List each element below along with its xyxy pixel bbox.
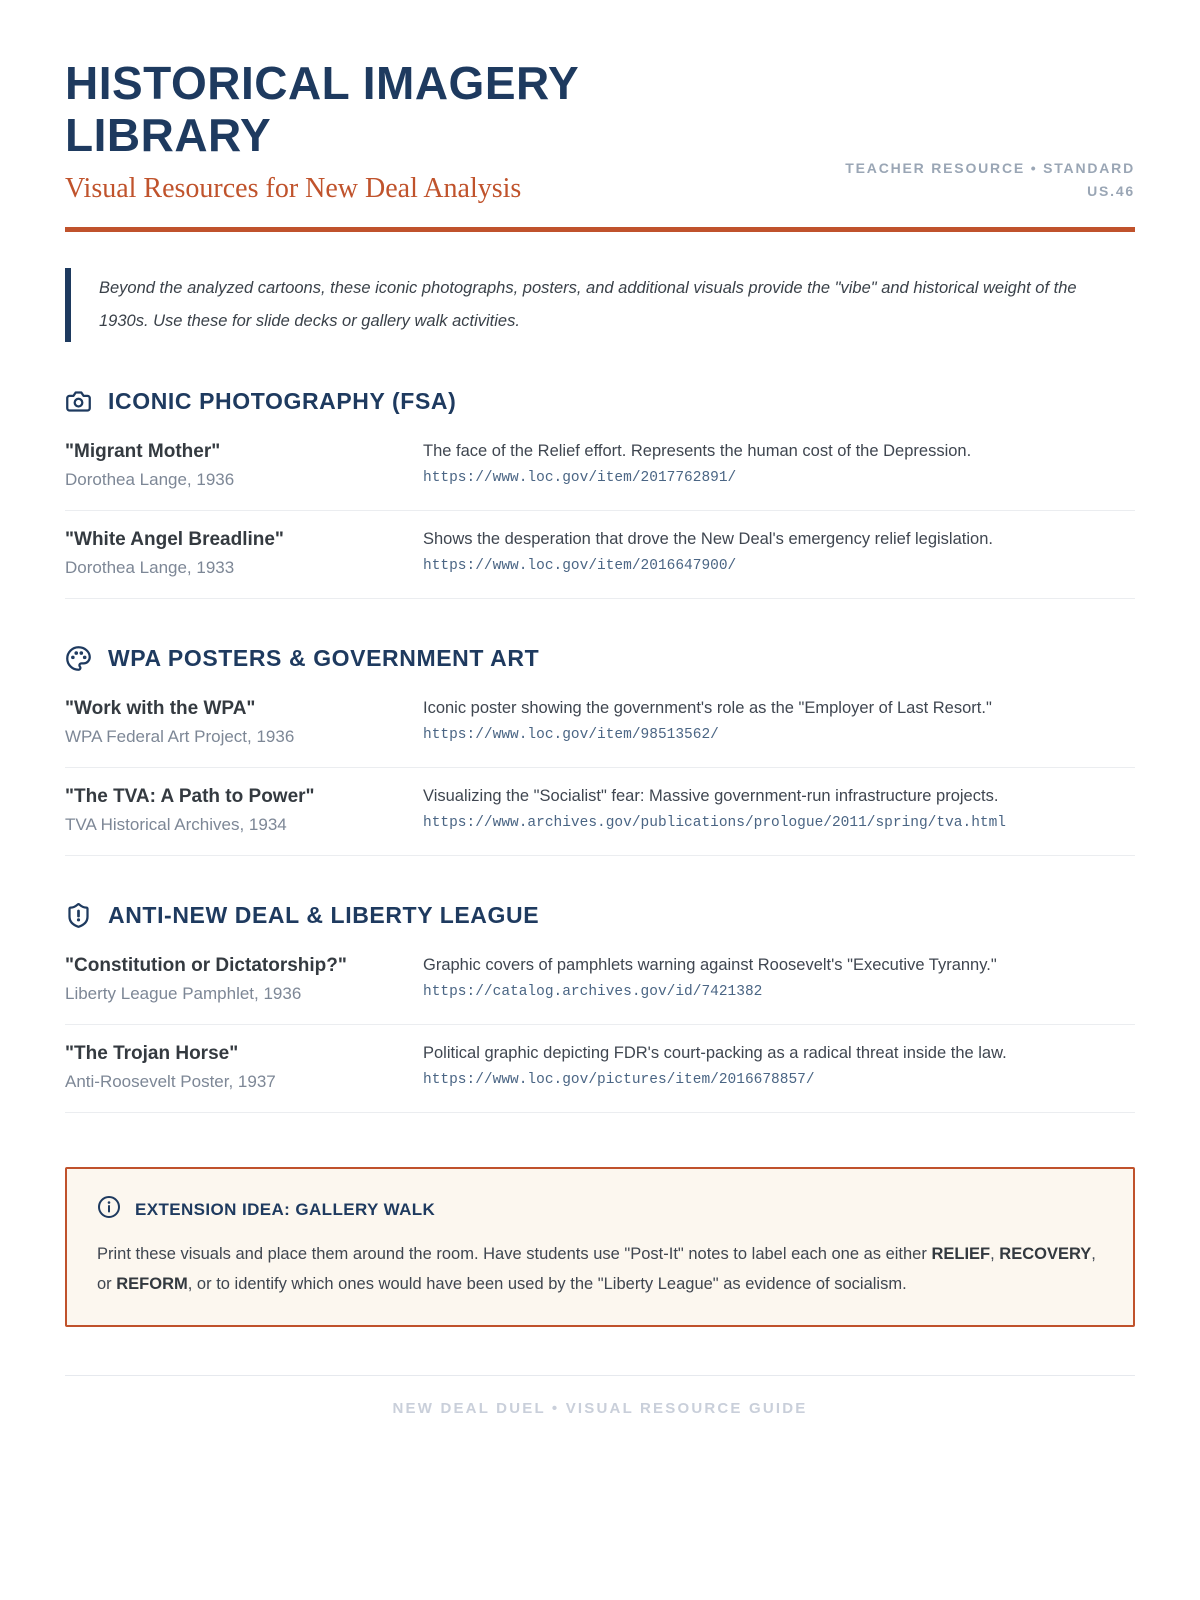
resource-title: "Migrant Mother": [65, 441, 221, 463]
resource-row: [65, 511, 1135, 599]
entries: [65, 423, 1135, 599]
extension-title-row: [97, 1195, 1103, 1224]
resource-description: Shows the desperation that drove the New Deal's emergency relief legislation.: [423, 530, 993, 549]
shield-alert-icon: [65, 902, 92, 929]
palette-icon: [65, 645, 92, 672]
resource-link[interactable]: https://catalog.archives.gov/id/7421382: [423, 984, 763, 1001]
header-left: [65, 58, 785, 205]
section-title-row: [65, 645, 1135, 672]
entries: [65, 937, 1135, 1113]
section-iconic-photography: [65, 388, 1135, 599]
info-icon: [97, 1195, 121, 1224]
resource-credit: Liberty League Pamphlet, 1936: [65, 984, 302, 1004]
resource-description: Visualizing the "Socialist" fear: Massive government-run infrastructure projects.: [423, 787, 999, 806]
meta-resource-type: TEACHER RESOURCE • STANDARD: [845, 159, 1135, 176]
resource-credit: Dorothea Lange, 1936: [65, 470, 235, 490]
resource-title: "The Trojan Horse": [65, 1043, 239, 1065]
section-title: ANTI-NEW DEAL & LIBERTY LEAGUE: [108, 902, 540, 929]
resource-credit: Dorothea Lange, 1933: [65, 558, 235, 578]
intro-quote: [65, 268, 1125, 342]
meta-standard-code: US.46: [1087, 182, 1135, 199]
resource-title: "Constitution or Dictatorship?": [65, 955, 347, 977]
extension-callout: [65, 1167, 1135, 1327]
resource-link[interactable]: https://www.loc.gov/item/98513562/: [423, 727, 719, 744]
section-title: WPA POSTERS & GOVERNMENT ART: [108, 645, 540, 672]
resource-row: [65, 937, 1135, 1025]
resource-description: Political graphic depicting FDR's court-packing as a radical threat inside the law.: [423, 1044, 1007, 1063]
resource-description: Iconic poster showing the government's role as the "Employer of Last Resort.": [423, 699, 992, 718]
resource-link[interactable]: https://www.archives.gov/publications/prologue/2011/spring/tva.html: [423, 815, 1006, 832]
resource-row: [65, 768, 1135, 856]
section-title-row: [65, 902, 1135, 929]
accent-rule: [65, 227, 1135, 232]
camera-icon: [65, 388, 92, 415]
footer: [65, 1375, 1135, 1417]
resource-link[interactable]: https://www.loc.gov/item/2016647900/: [423, 558, 737, 575]
resource-link[interactable]: https://www.loc.gov/pictures/item/2016678857/: [423, 1072, 815, 1089]
page-subtitle: Visual Resources for New Deal Analysis: [65, 173, 522, 205]
extension-title: EXTENSION IDEA: GALLERY WALK: [135, 1199, 436, 1219]
resource-row: [65, 423, 1135, 511]
resource-credit: TVA Historical Archives, 1934: [65, 815, 287, 835]
header-meta: [845, 157, 1135, 205]
resource-title: "White Angel Breadline": [65, 529, 284, 551]
section-anti-new-deal: [65, 902, 1135, 1113]
resource-title: "Work with the WPA": [65, 698, 256, 720]
section-wpa-posters: [65, 645, 1135, 856]
resource-row: [65, 1025, 1135, 1113]
resource-link[interactable]: https://www.loc.gov/item/2017762891/: [423, 470, 737, 487]
resource-description: Graphic covers of pamphlets warning against Roosevelt's "Executive Tyranny.": [423, 956, 997, 975]
resource-credit: WPA Federal Art Project, 1936: [65, 727, 295, 747]
page-title: HISTORICAL IMAGERY LIBRARY: [65, 57, 579, 161]
section-title-row: [65, 388, 1135, 415]
intro-quote-text: Beyond the analyzed cartoons, these iconic photographs, posters, and additional visuals provide the "vibe" and historical weight of the 1930s. Use these for slide decks or gallery walk activities.: [99, 279, 1077, 331]
extension-body: Print these visuals and place them around the room. Have students use "Post-It" notes to label each one as either RELIEF, RECOVERY, or REFORM, or to identify which ones would have been used by the "Liberty League" as evidence of socialism.: [97, 1245, 1096, 1293]
header: [65, 58, 1135, 205]
resource-row: [65, 680, 1135, 768]
section-title: ICONIC PHOTOGRAPHY (FSA): [108, 388, 457, 415]
resource-description: The face of the Relief effort. Represents the human cost of the Depression.: [423, 442, 972, 461]
entries: [65, 680, 1135, 856]
resource-title: "The TVA: A Path to Power": [65, 786, 315, 808]
footer-text: NEW DEAL DUEL • VISUAL RESOURCE GUIDE: [392, 1400, 808, 1418]
resource-credit: Anti-Roosevelt Poster, 1937: [65, 1072, 276, 1092]
